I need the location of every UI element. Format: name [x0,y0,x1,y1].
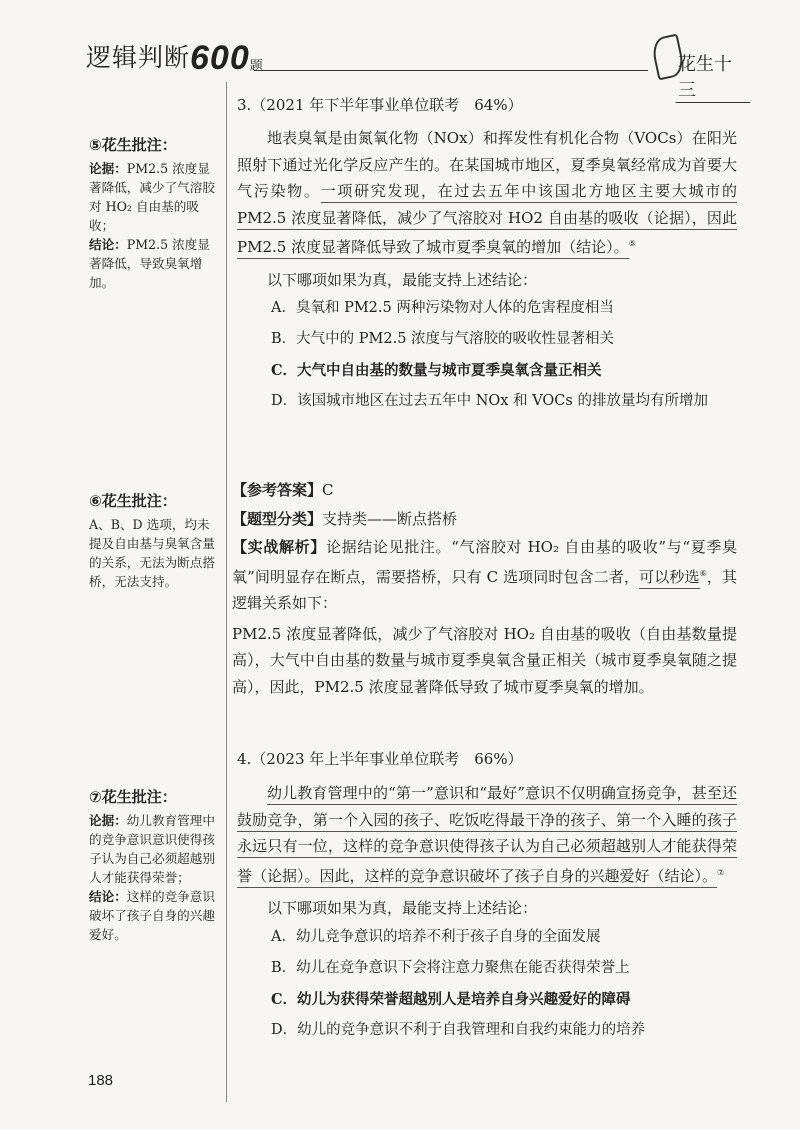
answer-value: C [322,481,334,499]
note-7-con: 这样的竞争意识破坏了孩子自身的兴趣爱好。 [89,889,215,942]
note-6-text: A、B、D 选项，均未提及自由基与臭氧含量的关系，无法为断点搭桥，无法支持。 [89,517,215,589]
book-title-text: 逻辑判断 [86,43,191,72]
q4-ref-7: ⑦ [717,867,725,877]
note-5 [89,136,219,292]
q3-body [237,125,737,417]
note-5-arg-label: 论据： [89,161,127,176]
note-7 [89,788,219,944]
q3-type [232,505,737,534]
note-5-con-label: 结论： [89,237,127,252]
note-7-heading: ⑦花生批注： [89,789,177,806]
q3-stem-underlined: 一项研究发现，在过去五年中该国北方地区主要大城市的 PM2.5 浓度显著降低，减少了气溶胶对 HO2 自由基的吸收（论据），因此 PM2.5 浓度显著降低导致了城市夏季臭氧的增加（结论）。 [237,182,737,259]
q4-title: 4.（2023 年上半年事业单位联考 66%） [237,750,523,768]
q4-option-c: C．幼儿为获得荣誉超越别人是培养自身兴趣爱好的障碍 [271,990,631,1008]
answer-label: 【参考答案】 [232,481,323,499]
page-header [78,30,748,101]
analysis-part-b: ，其逻辑关系如下： [232,567,737,612]
q3-option-a: A．臭氧和 PM2.5 两种污染物对人体的危害程度相当 [271,300,614,316]
q4-body [237,780,737,1046]
note-7-arg: 幼儿教育管理中的竞争意识意识使得孩子认为自己必须超越别人才能获得荣誉； [89,813,215,885]
type-value: 支持类——断点搭桥 [322,510,458,528]
analysis-underlined: 可以秒选 [639,568,699,589]
header-rule [254,70,648,71]
q3-stem-part1: 地表臭氧是由氮氧化物（NOx）和挥发性有机化合物（VOCs）在阳光照射下通过光化学反应产生的。在某国城市地区，夏季臭氧经常成为首要大气污染物。 [237,129,737,200]
q3-option-b: B．大气中的 PM2.5 浓度与气溶胶的吸收性显著相关 [271,331,615,347]
q3-stem [237,125,737,261]
q3-answer [232,476,737,505]
q3-title: 3.（2021 年下半年事业单位联考 64%） [237,96,523,114]
book-title-unit: 题 [249,59,264,74]
margin-divider [226,82,227,1102]
note-7-arg-label: 论据： [89,813,127,828]
q3-question: 以下哪项如果为真，最能支持上述结论： [267,270,538,289]
q4-stem-underlined: 幼儿教育管理中的“第一”意识和“最好”意识不仅明确宣扬竞争，甚至还鼓励竞争，第一个入园的孩子、吃饭吃得最干净的孩子、第一个入睡的孩子永远只有一位，这样的竞争意识使得孩子认为自己必须超越别人才能获得荣誉（论据）。因此，这样的竞争意识破坏了孩子自身的兴趣爱好（结论）。 [237,784,737,888]
page-number: 188 [88,1072,114,1089]
note-7-con-label: 结论： [89,889,127,904]
q4-question: 以下哪项如果为真，最能支持上述结论： [267,899,538,917]
q4-option-a: A．幼儿竞争意识的培养不利于孩子自身的全面发展 [271,928,601,945]
q4-stem [237,780,737,889]
note-5-arg: PM2.5 浓度显著降低，减少了气溶胶对 HO₂ 自由基的吸收； [89,161,215,233]
q4-option-b: B．幼儿在竞争意识下会将注意力聚焦在能否获得荣誉上 [271,959,630,976]
q3-analysis-chain: PM2.5 浓度显著降低，减少了气溶胶对 HO₂ 自由基的吸收（自由基数量提高），大气中自由基的数量与城市夏季臭氧含量正相关（城市夏季臭氧随之提高），因此，PM2.5 浓度显著降低导致了城市夏季臭氧的增加。 [232,624,737,696]
brand-name: 花生十三 [676,50,750,103]
q3-analysis-text [232,534,737,617]
analysis-label: 【实战解析】 [232,538,326,556]
brand-logo [650,36,750,101]
analysis-part-a: 论据结论见批注。“气溶胶对 HO₂ 自由基的吸收”与“夏季臭氧”间明显存在断点，需要搭桥，只有 C 选项同时包含二者， [232,538,737,586]
q3-analysis [232,476,737,700]
q3-ref-5: ⑤ [628,239,636,248]
note-6-heading: ⑥花生批注： [89,493,177,510]
note-5-heading: ⑤花生批注： [89,137,177,154]
book-title [86,36,264,75]
type-label: 【题型分类】 [232,510,323,528]
book-title-number: 600 [190,39,250,77]
q3-option-c: C．大气中自由基的数量与城市夏季臭氧含量正相关 [271,362,602,379]
q4-option-d: D．幼儿的竞争意识不利于自我管理和自我约束能力的培养 [271,1021,646,1038]
note-5-con: PM2.5 浓度显著降低，导致臭氧增加。 [89,237,210,290]
note-6 [89,492,219,591]
q3-option-d: D．该国城市地区在过去五年中 NOx 和 VOCs 的排放量均有所增加 [271,393,708,409]
q3-ref-6: ⑥ [699,568,707,578]
